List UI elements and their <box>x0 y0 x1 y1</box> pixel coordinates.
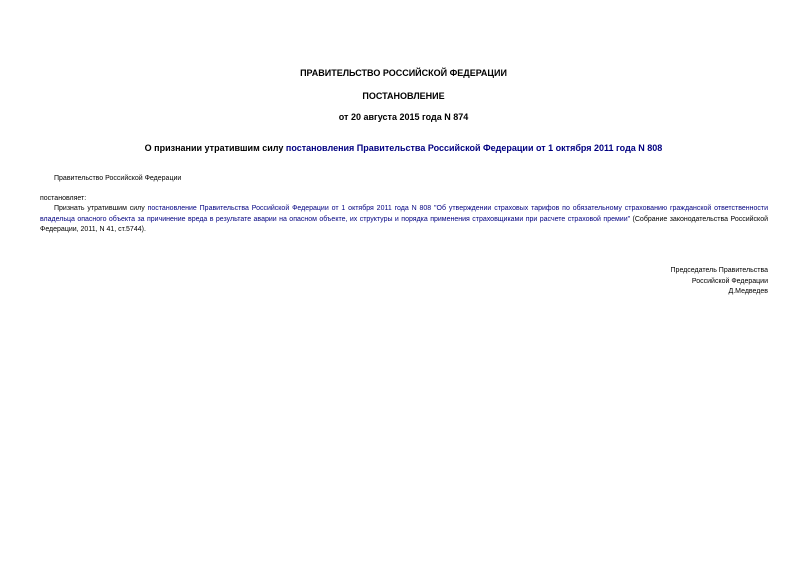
resolves-text: постановляет: <box>40 195 87 202</box>
document-type: ПОСТАНОВЛЕНИЕ <box>362 91 445 101</box>
paragraph-suffix: (Собрание законодательства Российской Федерации, 2011, N 41, ст.5744). <box>40 215 769 233</box>
document-title <box>0 143 807 154</box>
resolution-808-link[interactable]: постановление Правительства Российской Федерации от 1 октября 2011 года N 808 "Об утверждении страховых тарифов по обязательному страхованию гражданской ответственности владельца опасного объекта за причинение вреда в результате аварии на опасном объекте, их структуры и порядка применения страховщиками при расчете страховой премии" <box>40 205 768 223</box>
resolution-paragraph <box>40 204 768 236</box>
signature-block <box>671 266 768 298</box>
referenced-resolution-link[interactable]: постановления Правительства Российской Федерации от 1 октября 2011 года N 808 <box>285 143 663 153</box>
signatory-name: Д.Медведев <box>728 288 768 295</box>
document-title-prefix: О признании утратившим силу <box>144 143 286 153</box>
paragraph-prefix: Признать утратившим силу <box>54 205 148 212</box>
preamble-text: Правительство Российской Федерации <box>54 175 182 182</box>
signatory-title-line2: Российской Федерации <box>691 277 768 285</box>
signatory-title-line1: Председатель Правительства <box>670 267 768 274</box>
document-issuer: ПРАВИТЕЛЬСТВО РОССИЙСКОЙ ФЕДЕРАЦИИ <box>300 68 507 78</box>
document-date-number: от 20 августа 2015 года N 874 <box>338 112 469 122</box>
